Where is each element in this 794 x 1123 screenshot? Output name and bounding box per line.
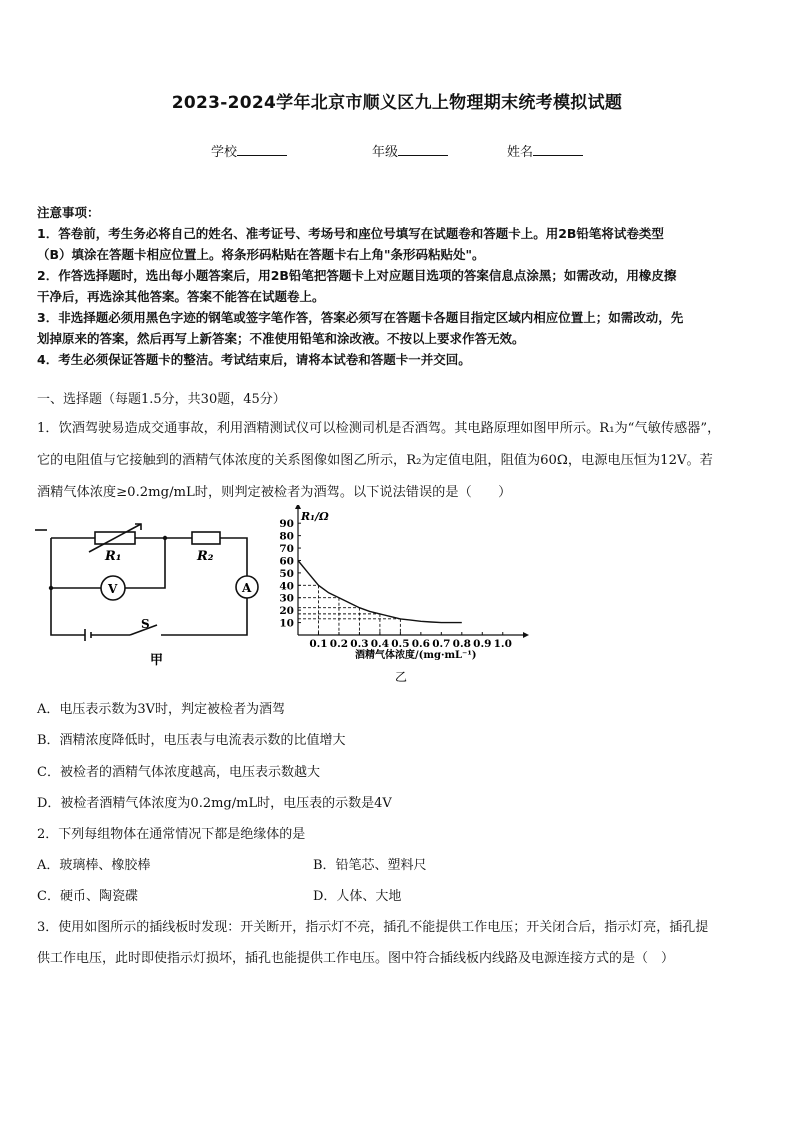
section-heading: 一、选择题（每题1.5分，共30题，45分）	[37, 392, 286, 407]
x-tick-label: 0.9	[473, 638, 492, 650]
q1-option-a: A．电压表示数为3V时，判定被检者为酒驾	[37, 702, 286, 717]
school-blank	[237, 142, 287, 156]
notice-line: 4．考生必须保证答题卡的整洁。考试结束后，请将本试卷和答题卡一并交回。	[37, 352, 471, 367]
q1-stem-line: 酒精气体浓度≥0.2mg/mL时，则判定被检者为酒驾。以下说法错误的是（ ）	[37, 485, 512, 500]
page-title: 2023-2024学年北京市顺义区九上物理期末统考模拟试题	[171, 93, 623, 113]
x-tick-label: 1.0	[493, 638, 512, 650]
grade-field	[372, 141, 448, 160]
voltmeter-label: V	[108, 582, 118, 596]
x-tick-label: 0.3	[350, 638, 369, 650]
q1-stem-line: 它的电阻值与它接触到的酒精气体浓度的关系图像如图乙所示，R₂为定值电阻，阻值为60Ω，电源电压恒为12V。若	[37, 453, 713, 468]
y-tick-label: 80	[279, 530, 294, 543]
x-tick-label: 0.2	[329, 638, 349, 650]
resistance-concentration-chart	[265, 505, 535, 685]
y-axis-arrow	[295, 505, 301, 509]
y-tick-label: 50	[279, 567, 294, 580]
y-tick-label: 90	[279, 518, 294, 531]
chart-xlabel: 酒精气体浓度/(mg·mL⁻¹)	[355, 650, 477, 661]
q1-option-c: C．被检者的酒精气体浓度越高，电压表示数越大	[37, 765, 320, 780]
notice-line: 3．非选择题必须用黑色字迹的钢笔或签字笔作答，答案必须写在答题卡各题目指定区域内相应位置上；如需改动，先	[37, 310, 684, 325]
y-tick-label: 60	[279, 555, 294, 568]
grade-blank	[398, 142, 448, 156]
name-blank	[533, 142, 583, 156]
q3-stem-line: 供工作电压，此时即使指示灯损坏，插孔也能提供工作电压。图中符合插线板内线路及电源连接方式的是（ ）	[37, 951, 675, 966]
x-tick-label: 0.8	[452, 638, 471, 650]
name-field	[507, 141, 583, 160]
resistance-curve	[298, 561, 462, 623]
q3-stem-line: 3．使用如图所示的插线板时发现：开关断开，指示灯不亮，插孔不能提供工作电压；开关闭合后，指示灯亮，插孔提	[37, 920, 709, 935]
q2-option-d: D．人体、大地	[313, 889, 402, 904]
y-tick-label: 20	[279, 605, 294, 618]
school-field	[211, 141, 287, 160]
grade-label: 年级	[372, 145, 399, 160]
r2-label: R₂	[197, 549, 214, 564]
circuit-caption: 甲	[150, 653, 164, 668]
notice-heading: 注意事项：	[37, 205, 100, 220]
ammeter-label: A	[242, 581, 252, 595]
y-tick-label: 10	[279, 617, 294, 630]
x-tick-label: 0.5	[391, 638, 410, 650]
y-tick-label: 40	[279, 580, 294, 593]
chart-ylabel: R₁/Ω	[301, 510, 329, 523]
q2-option-c: C．硬币、陶瓷碟	[37, 889, 138, 904]
x-tick-label: 0.7	[432, 638, 451, 650]
q1-option-d: D．被检者酒精气体浓度为0.2mg/mL时，电压表的示数是4V	[37, 796, 392, 811]
notice-line: 划掉原来的答案，然后再写上新答案；不准使用铅笔和涂改液。不按以上要求作答无效。	[37, 331, 525, 346]
q1-stem-line: 1．饮酒驾驶易造成交通事故，利用酒精测试仪可以检测司机是否酒驾。其电路原理如图甲所示。R₁为“气敏传感器”，	[37, 421, 721, 436]
q1-option-b: B．酒精浓度降低时，电压表与电流表示数的比值增大	[37, 733, 346, 748]
q2-stem: 2．下列每组物体在通常情况下都是绝缘体的是	[37, 827, 306, 842]
notice-line: 1．答卷前，考生务必将自己的姓名、准考证号、考场号和座位号填写在试题卷和答题卡上。用2B铅笔将试卷类型	[37, 226, 664, 241]
q2-option-a: A．玻璃棒、橡胶棒	[37, 858, 151, 873]
y-tick-label: 70	[279, 543, 294, 556]
name-label: 姓名	[507, 145, 534, 160]
r1-label: R₁	[105, 549, 122, 564]
x-tick-label: 0.1	[309, 638, 328, 650]
notice-line: （B）填涂在答题卡相应位置上。将条形码粘贴在答题卡右上角"条形码粘贴处"。	[37, 247, 485, 262]
junction-dot	[163, 536, 167, 540]
circuit-diagram	[35, 510, 270, 670]
x-tick-label: 0.6	[411, 638, 430, 650]
x-tick-label: 0.4	[370, 638, 390, 650]
switch-label: S	[141, 617, 150, 631]
y-tick-label: 30	[279, 592, 294, 605]
notice-line: 干净后，再选涂其他答案。答案不能答在试题卷上。	[37, 289, 325, 304]
x-axis-arrow	[523, 632, 529, 638]
notice-line: 2．作答选择题时，选出每小题答案后，用2B铅笔把答题卡上对应题目选项的答案信息点涂黑；如需改动，用橡皮擦	[37, 268, 677, 283]
school-label: 学校	[211, 145, 238, 160]
chart-caption: 乙	[395, 670, 408, 684]
junction-dot	[49, 586, 53, 590]
q2-option-b: B．铅笔芯、塑料尺	[313, 858, 427, 873]
